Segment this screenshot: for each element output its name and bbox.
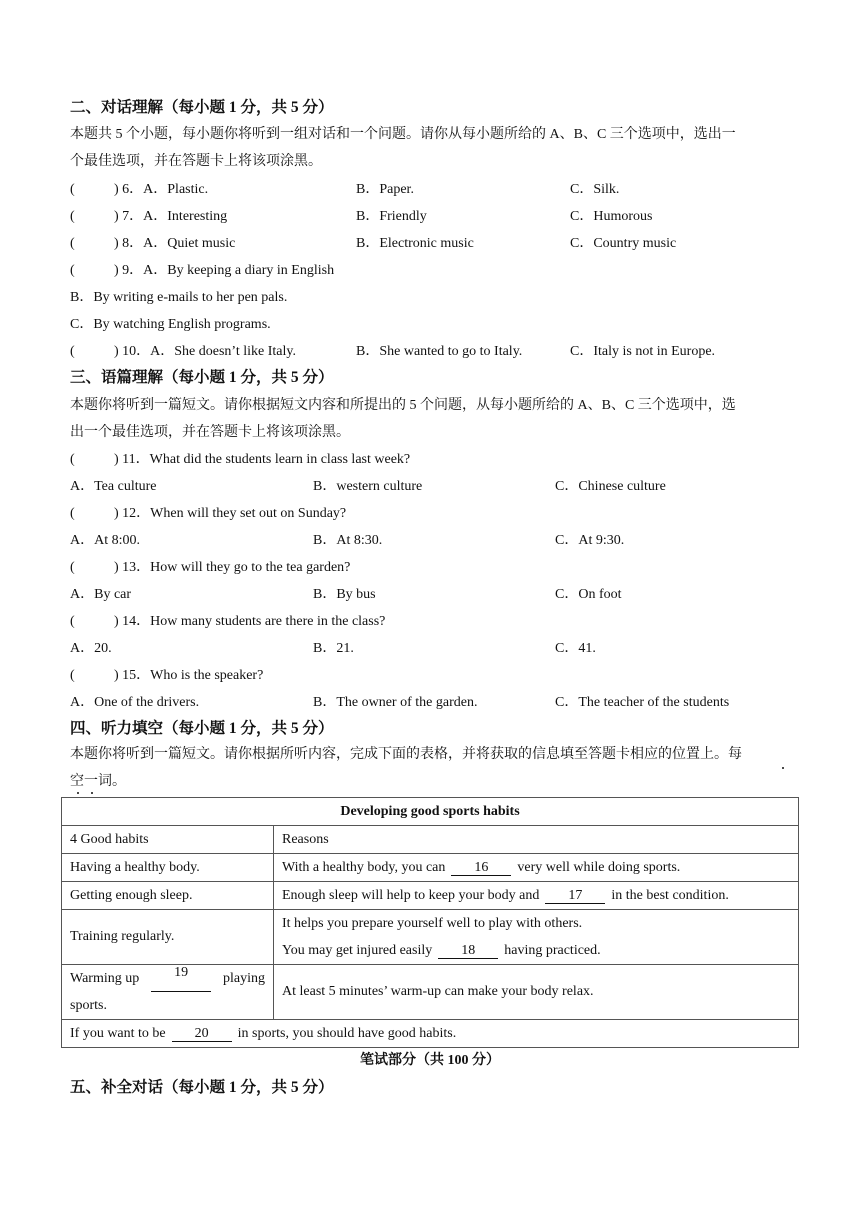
table-row: [62, 910, 799, 965]
blank-18: 18: [438, 943, 498, 959]
habit-cell: Warming up 19 playing sports.: [62, 965, 274, 1020]
habit-cell: Getting enough sleep.: [62, 882, 274, 910]
question-11-option-a: A．Tea culture: [70, 479, 157, 494]
header-habits: 4 Good habits: [62, 826, 274, 854]
question-9-option-b: B．By writing e-mails to her pen pals.: [70, 290, 288, 305]
header-reasons: Reasons: [274, 826, 799, 854]
section-3-intro-line1: 本题你将听到一篇短文。请你根据短文内容和所提出的 5 个问题，从每小题所给的 A、B、C 三个选项中，选: [70, 398, 736, 413]
question-14-option-a: A．20.: [70, 641, 112, 656]
question-8-option-c: C．Country music: [570, 236, 677, 251]
question-12-option-a: A．At 8:00.: [70, 533, 140, 548]
blank-20: 20: [172, 1026, 232, 1042]
question-6-option-c: C．Silk.: [570, 182, 620, 197]
question-8-option-b: B．Electronic music: [356, 236, 474, 251]
question-12-option-c: C．At 9:30.: [555, 533, 625, 548]
question-13-option-b: B．By bus: [313, 587, 376, 602]
summary-cell: If you want to be 20 in sports, you should have good habits.: [62, 1020, 799, 1048]
written-part-title: 笔试部分（共 100 分）: [360, 1053, 500, 1068]
blank-17: 17: [545, 888, 605, 904]
question-8: ( ) 8．A．Quiet music: [70, 236, 236, 251]
question-11-option-c: C．Chinese culture: [555, 479, 666, 494]
question-6-option-b: B．Paper.: [356, 182, 414, 197]
question-13-option-c: C．On foot: [555, 587, 622, 602]
question-14-option-c: C．41.: [555, 641, 596, 656]
question-12: ( ) 12．When will they set out on Sunday?: [70, 506, 347, 521]
question-15-option-c: C．The teacher of the students: [555, 695, 730, 710]
question-13-option-a: A．By car: [70, 587, 132, 602]
section-4-intro-line1: 本题你将听到一篇短文。请你根据所听内容，完成下面的表格，并将获取的信息填至答题卡相应的位置上。每: [70, 747, 742, 762]
emphasis-dot: [91, 792, 93, 794]
table-row: [62, 882, 799, 910]
habit-cell: Having a healthy body.: [62, 854, 274, 882]
sports-habits-table: [61, 797, 799, 1048]
section-5-heading: 五、补全对话（每小题 1 分，共 5 分）: [70, 1079, 334, 1096]
table-row: [62, 965, 799, 1020]
question-15-option-a: A．One of the drivers.: [70, 695, 200, 710]
question-15: ( ) 15．Who is the speaker?: [70, 668, 264, 683]
section-2-heading: 二、对话理解（每小题 1 分，共 5 分）: [70, 99, 334, 116]
blank-16: 16: [451, 860, 511, 876]
section-2-intro-line2: 个最佳选项，并在答题卡上将该项涂黑。: [70, 154, 322, 169]
question-11: ( ) 11．What did the students learn in class last week?: [70, 452, 411, 467]
emphasis-dot: [77, 792, 79, 794]
habit-cell: Training regularly.: [62, 910, 274, 965]
blank-19: 19: [151, 965, 211, 992]
section-3-intro-line2: 出一个最佳选项，并在答题卡上将该项涂黑。: [70, 425, 350, 440]
question-7-option-c: C．Humorous: [570, 209, 653, 224]
question-14: ( ) 14．How many students are there in the class?: [70, 614, 386, 629]
table-header-row: [62, 826, 799, 854]
reason-cell: Enough sleep will help to keep your body and 17 in the best condition.: [274, 882, 799, 910]
question-6: ( ) 6．A．Plastic.: [70, 182, 209, 197]
question-14-option-b: B．21.: [313, 641, 354, 656]
table-row: [62, 1020, 799, 1048]
reason-cell: With a healthy body, you can 16 very well while doing sports.: [274, 854, 799, 882]
question-12-option-b: B．At 8:30.: [313, 533, 383, 548]
question-13: ( ) 13．How will they go to the tea garden?: [70, 560, 351, 575]
section-2-intro-line1: 本题共 5 个小题，每小题你将听到一组对话和一个问题。请你从每小题所给的 A、B、C 三个选项中，选出一: [70, 127, 736, 142]
table-title-row: [62, 798, 799, 826]
question-10: ( ) 10．A．She doesn’t like Italy.: [70, 344, 296, 359]
section-4-intro-line2: 空一词。: [70, 774, 126, 789]
reason-cell: At least 5 minutes’ warm-up can make your body relax.: [274, 965, 799, 1020]
table-row: [62, 854, 799, 882]
question-10-option-b: B．She wanted to go to Italy.: [356, 344, 523, 359]
section-4-heading: 四、听力填空（每小题 1 分，共 5 分）: [70, 720, 334, 737]
emphasis-dot: [782, 767, 784, 769]
table-title: Developing good sports habits: [62, 798, 799, 826]
question-9-option-c: C．By watching English programs.: [70, 317, 271, 332]
question-15-option-b: B．The owner of the garden.: [313, 695, 478, 710]
question-7: ( ) 7．A．Interesting: [70, 209, 228, 224]
question-9: ( ) 9．A．By keeping a diary in English: [70, 263, 335, 278]
question-10-option-c: C．Italy is not in Europe.: [570, 344, 716, 359]
reason-cell: It helps you prepare yourself well to play with others. You may get injured easily 18 having practiced.: [274, 910, 799, 965]
section-3-heading: 三、语篇理解（每小题 1 分，共 5 分）: [70, 369, 334, 386]
question-11-option-b: B．western culture: [313, 479, 423, 494]
question-7-option-b: B．Friendly: [356, 209, 427, 224]
